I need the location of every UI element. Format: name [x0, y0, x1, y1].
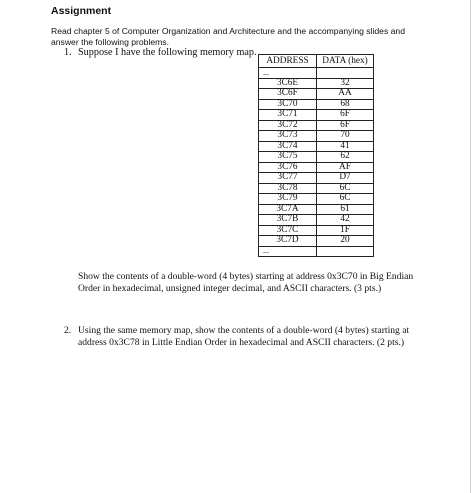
question-1-lead	[64, 47, 257, 58]
memory-map-row	[259, 183, 374, 194]
data-cell: AF	[317, 162, 374, 173]
page-title: Assignment	[51, 5, 112, 17]
memory-map-row	[259, 225, 374, 236]
data-cell: 6F	[317, 110, 374, 121]
data-cell: 68	[317, 99, 374, 110]
memory-map-header-row	[259, 55, 374, 68]
question-1-number: 1.	[64, 47, 72, 58]
data-cell: 6F	[317, 120, 374, 131]
address-cell: 3C73	[259, 131, 317, 142]
memory-map-row	[259, 99, 374, 110]
data-column-header: DATA (hex)	[317, 55, 374, 68]
data-cell: 70	[317, 131, 374, 142]
address-cell: 3C6F	[259, 89, 317, 100]
question-2-number: 2.	[64, 325, 72, 336]
memory-map-row	[259, 162, 374, 173]
data-cell: 20	[317, 236, 374, 247]
data-cell: D7	[317, 173, 374, 184]
address-cell: 3C7A	[259, 204, 317, 215]
address-cell: 3C77	[259, 173, 317, 184]
empty-cell	[317, 246, 374, 257]
data-cell: 6C	[317, 194, 374, 205]
memory-map-row	[259, 215, 374, 226]
address-cell: 3C79	[259, 194, 317, 205]
address-cell: 3C75	[259, 152, 317, 163]
data-cell: 1F	[317, 225, 374, 236]
data-cell: AA	[317, 89, 374, 100]
address-cell: 3C71	[259, 110, 317, 121]
data-cell: 41	[317, 141, 374, 152]
memory-map-row	[259, 152, 374, 163]
question-1-lead-text: Suppose I have the following memory map.	[78, 47, 257, 58]
data-cell: 6C	[317, 183, 374, 194]
data-cell: 62	[317, 152, 374, 163]
bottom-ellipsis-cell: ...	[259, 246, 317, 257]
question-1-prompt: Show the contents of a double-word (4 bytes) starting at address 0x3C70 in Big Endian Order in hexadecimal, unsigned integer decimal, and ASCII characters. (3 pts.)	[78, 271, 414, 294]
data-cell: 61	[317, 204, 374, 215]
memory-map-row	[259, 78, 374, 89]
address-cell: 3C7B	[259, 215, 317, 226]
memory-map-row	[259, 89, 374, 100]
memory-map-row	[259, 204, 374, 215]
address-cell: 3C7C	[259, 225, 317, 236]
address-cell: 3C78	[259, 183, 317, 194]
data-cell: 32	[317, 78, 374, 89]
top-ellipsis-cell: ...	[259, 68, 317, 79]
memory-map-bottom-ellipsis-row	[259, 246, 374, 257]
memory-map-row	[259, 120, 374, 131]
memory-map-row	[259, 110, 374, 121]
empty-cell	[317, 68, 374, 79]
page-edge-divider	[470, 0, 471, 493]
memory-map-top-ellipsis-row	[259, 68, 374, 79]
address-cell: 3C74	[259, 141, 317, 152]
memory-map-row	[259, 141, 374, 152]
address-cell: 3C72	[259, 120, 317, 131]
memory-map-row	[259, 173, 374, 184]
address-cell: 3C70	[259, 99, 317, 110]
memory-map-row	[259, 194, 374, 205]
question-2-prompt: Using the same memory map, show the contents of a double-word (4 bytes) starting at address 0x3C78 in Little Endian Order in hexadecimal and ASCII characters. (2 pts.)	[78, 325, 410, 348]
address-cell: 3C6E	[259, 78, 317, 89]
data-cell: 42	[317, 215, 374, 226]
memory-map-row	[259, 236, 374, 247]
address-cell: 3C76	[259, 162, 317, 173]
intro-paragraph: Read chapter 5 of Computer Organization and Architecture and the accompanying slides and answer the following problems.	[51, 26, 405, 47]
memory-map-row	[259, 131, 374, 142]
address-column-header: ADDRESS	[259, 55, 317, 68]
memory-map-table	[258, 54, 374, 257]
question-2	[64, 325, 434, 348]
address-cell: 3C7D	[259, 236, 317, 247]
memory-map-body	[259, 68, 374, 257]
